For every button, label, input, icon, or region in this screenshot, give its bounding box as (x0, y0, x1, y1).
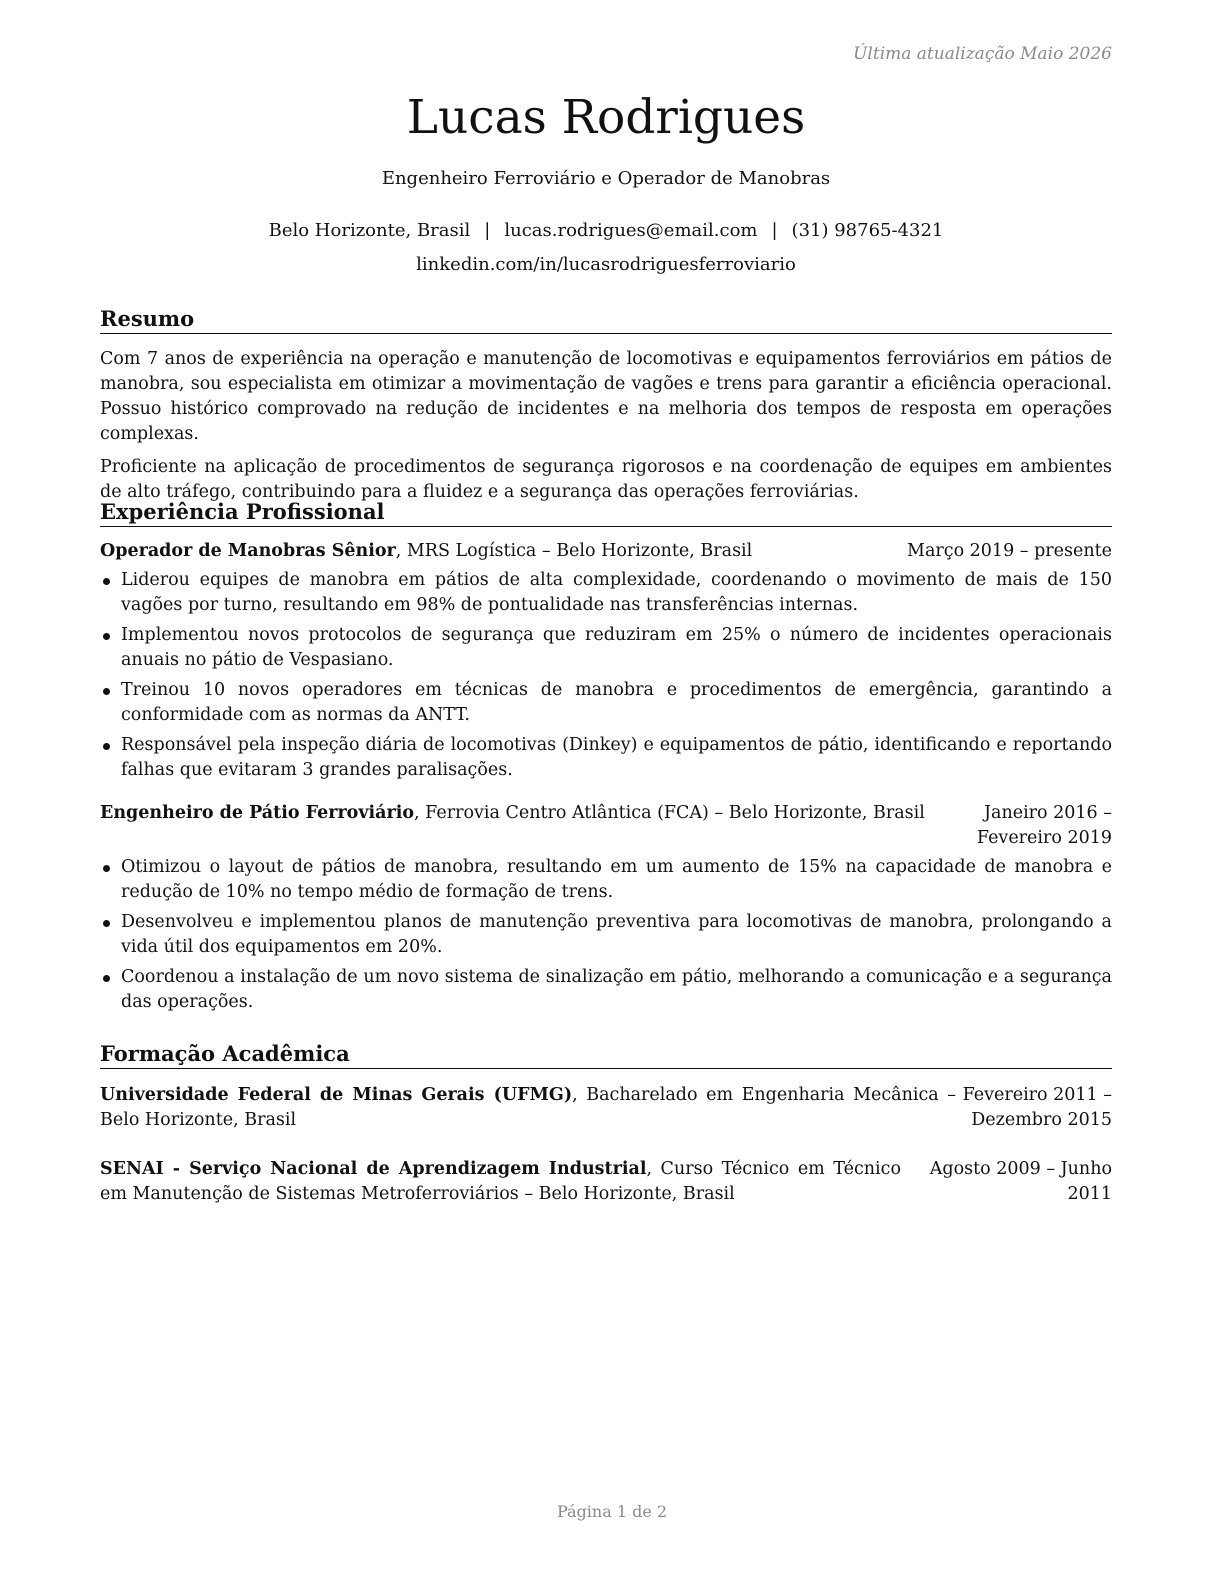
bullet-icon (103, 865, 110, 872)
education-item (100, 1083, 1112, 1133)
bullet-icon (103, 743, 110, 750)
school-name: Universidade Federal de Minas Gerais (UFMG) (100, 1085, 573, 1105)
bullet-icon (103, 920, 110, 927)
section-title: Resumo (100, 306, 1112, 334)
school-name: SENAI - Serviço Nacional de Aprendizagem Industrial (100, 1159, 647, 1179)
job-bullets (100, 568, 1112, 783)
job-company: , MRS Logística – Belo Horizonte, Brasil (395, 541, 753, 561)
summary-paragraph: Com 7 anos de experiência na operação e manutenção de locomotivas e equipamentos ferroviários em pátios de manobra, sou especialista em otimizar a movimentação de vagões e trens para garantir a eficiência operacional. Possuo histórico comprovado na redução de incidentes e na melhoria dos tempos de resposta em operações complexas. (100, 349, 1112, 444)
job-company: , Ferrovia Centro Atlântica (FCA) – Belo Horizonte, Brasil (414, 803, 925, 823)
bullet-icon (103, 688, 110, 695)
education-item (100, 1157, 1112, 1207)
experience-section (100, 499, 1112, 1020)
separator: | (771, 220, 778, 241)
education-section (100, 1041, 1112, 1207)
education-dates: Fevereiro 2011 – Dezembro 2015 (962, 1085, 1112, 1130)
job-role: Engenheiro de Pátio Ferroviário (100, 803, 415, 823)
degree: , Bacharelado em Engenharia Mecânica – Belo Horizonte, Brasil (100, 1085, 957, 1130)
list-item: Responsável pela inspeção diária de locomotivas (Dinkey) e equipamentos de pátio, identificando e reportando falhas que evitaram 3 grandes paralisações. (100, 733, 1112, 783)
list-item: Desenvolveu e implementou planos de manutenção preventiva para locomotivas de manobra, prolongando a vida útil dos equipamentos em 20%. (100, 910, 1112, 960)
job-bullets (100, 855, 1112, 1015)
job-header (100, 539, 1112, 564)
email-link[interactable]: lucas.rodrigues@email.com (504, 220, 758, 241)
bullet-icon (103, 578, 110, 585)
bullet-icon (103, 975, 110, 982)
degree: , Curso Técnico em Técnico em Manutenção de Sistemas Metroferroviários – Belo Horizonte, Brasil (100, 1159, 901, 1204)
list-item: Coordenou a instalação de um novo sistema de sinalização em pátio, melhorando a comunicação e a segurança das operações. (100, 965, 1112, 1015)
list-item: Treinou 10 novos operadores em técnicas de manobra e procedimentos de emergência, garantindo a conformidade com as normas da ANTT. (100, 678, 1112, 728)
separator: | (484, 220, 491, 241)
resume-page (100, 0, 1112, 1584)
contact-line (100, 219, 1112, 243)
linkedin-link[interactable]: linkedin.com/in/lucasrodriguesferroviario (416, 254, 796, 275)
phone-number: (31) 98765-4321 (791, 220, 944, 241)
candidate-name: Lucas Rodrigues (406, 90, 806, 145)
job-dates: Janeiro 2016 – Fevereiro 2019 (976, 803, 1112, 848)
section-title: Experiência Profissional (100, 499, 1112, 527)
job-header (100, 801, 1112, 851)
summary-section (100, 306, 1112, 505)
summary-paragraph: Proficiente na aplicação de procedimentos de segurança rigorosos e na coordenação de equipes em ambientes de alto tráfego, contribuindo para a fluidez e a segurança das operações ferroviárias. (100, 457, 1112, 502)
page-number: Página 1 de 2 (556, 1502, 668, 1521)
location: Belo Horizonte, Brasil (268, 220, 471, 241)
section-title: Formação Acadêmica (100, 1041, 1112, 1069)
headline: Engenheiro Ferroviário e Operador de Manobras (381, 168, 831, 189)
list-item: Liderou equipes de manobra em pátios de alta complexidade, coordenando o movimento de mais de 150 vagões por turno, resultando em 98% de pontualidade nas transferências internas. (100, 568, 1112, 618)
last-updated: Última atualização Maio 2026 (853, 44, 1112, 64)
bullet-icon (103, 633, 110, 640)
list-item: Otimizou o layout de pátios de manobra, resultando em um aumento de 15% na capacidade de manobra e redução de 10% no tempo médio de formação de trens. (100, 855, 1112, 905)
list-item: Implementou novos protocolos de segurança que reduziram em 25% o número de incidentes operacionais anuais no pátio de Vespasiano. (100, 623, 1112, 673)
education-dates: Agosto 2009 – Junho 2011 (929, 1159, 1112, 1204)
job-dates: Março 2019 – presente (907, 541, 1112, 561)
job-role: Operador de Manobras Sênior (100, 541, 396, 561)
